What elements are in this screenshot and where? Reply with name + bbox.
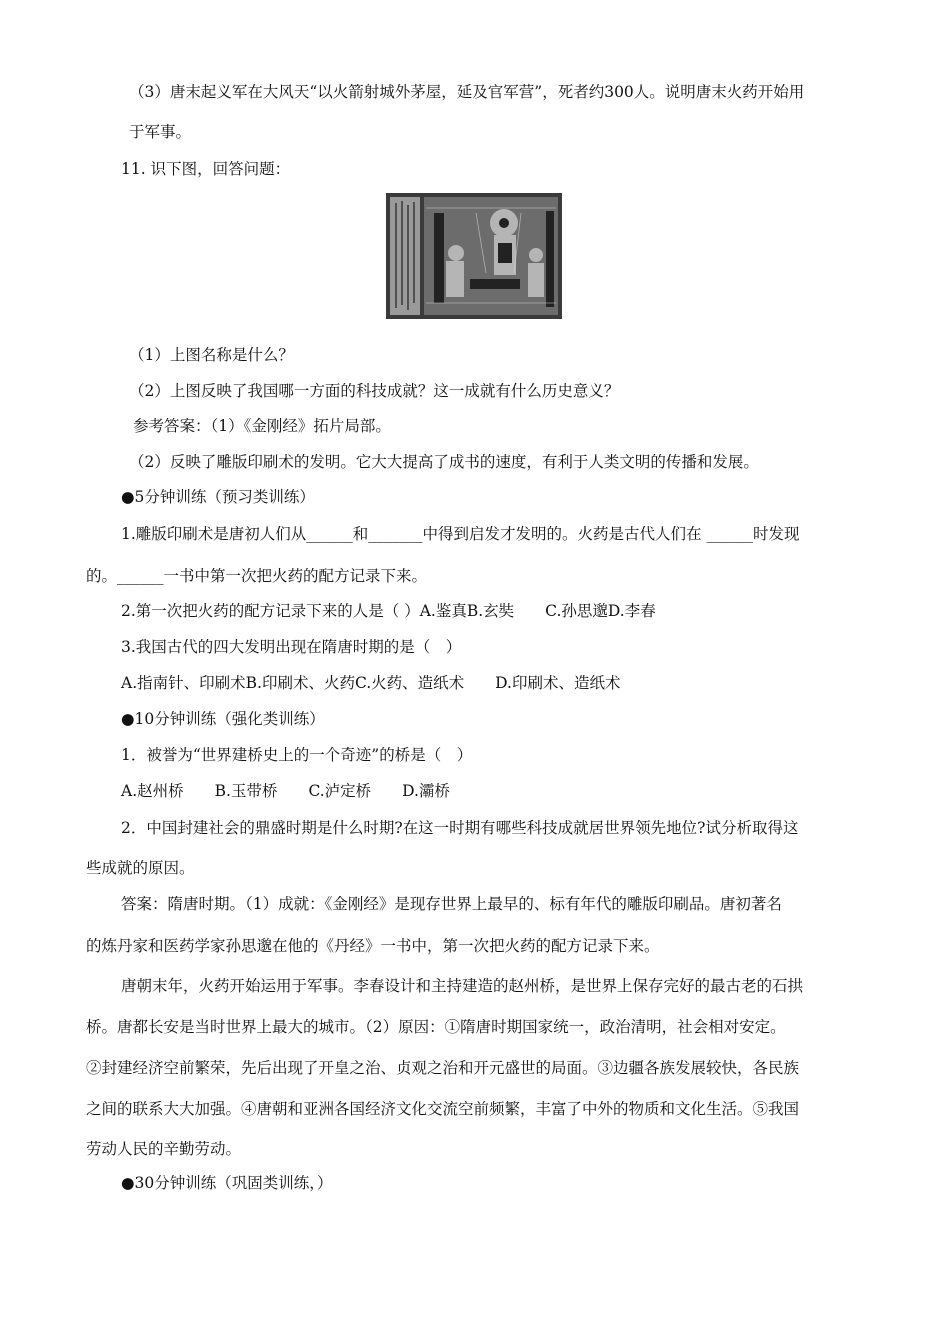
section-heading: ●5分钟训练（预习类训练） xyxy=(121,488,315,506)
question-item: 2．中国封建社会的鼎盛时期是什么时期?在这一时期有哪些科技成就居世界领先地位?试分析取得这 xyxy=(121,819,799,837)
question-options: A.指南针、印刷术B.印刷术、火药C.火药、造纸术 D.印刷术、造纸术 xyxy=(121,674,621,692)
question-heading: 11. 识下图，回答问题： xyxy=(121,160,291,178)
answer-line: 答案：隋唐时期。（1）成就：《金刚经》是现存世界上最早的、标有年代的雕版印刷品。唐初著名 xyxy=(121,895,782,913)
paragraph-line: （3）唐末起义军在大风天“以火箭射城外茅屋，延及官军营”，死者约300人。说明唐末火药开始用 xyxy=(129,83,805,101)
answer-line: 桥。唐都长安是当时世界上最大的城市。（2）原因：①隋唐时期国家统一，政治清明，社会相对安定。 xyxy=(86,1018,786,1036)
answer-line: 唐朝末年，火药开始运用于军事。李春设计和主持建造的赵州桥，是世界上保存完好的最古老的石拱 xyxy=(121,977,804,995)
answer-line: 之间的联系大大加强。④唐朝和亚洲各国经济文化交流空前频繁，丰富了中外的物质和文化生活。⑤我国 xyxy=(86,1100,800,1118)
question-item: 1．被誉为“世界建桥史上的一个奇迹”的桥是（ ） xyxy=(121,746,473,764)
question-item: 2.第一次把火药的配方记录下来的人是（ ）A.鉴真B.玄奘 C.孙思邈D.李春 xyxy=(121,602,656,620)
question-options: A.赵州桥 B.玉带桥 C.泸定桥 D.灞桥 xyxy=(121,782,450,800)
answer-line: 参考答案：（1）《金刚经》拓片局部。 xyxy=(133,417,391,435)
question-item: （1）上图名称是什么？ xyxy=(129,346,294,364)
question-item: 3.我国古代的四大发明出现在隋唐时期的是（ ） xyxy=(121,638,462,656)
section-heading: ●10分钟训练（强化类训练） xyxy=(121,710,325,728)
question-item: 1.雕版印刷术是唐初人们从______和_______中得到启发才发明的。火药是古代人们在 ______时发现 xyxy=(121,525,800,543)
section-heading: ●30分钟训练（巩固类训练，） xyxy=(121,1174,333,1192)
answer-line: ②封建经济空前繁荣，先后出现了开皇之治、贞观之治和开元盛世的局面。③边疆各族发展较快，各民族 xyxy=(86,1059,800,1077)
question-item: 的。______一书中第一次把火药的配方记录下来。 xyxy=(86,567,428,585)
answer-line: 劳动人民的辛勤劳动。 xyxy=(86,1140,242,1158)
question-item: 些成就的原因。 xyxy=(86,859,195,877)
diamond-sutra-rubbing-image xyxy=(386,193,562,319)
paragraph-line: 于军事。 xyxy=(129,123,192,141)
answer-line: （2）反映了雕版印刷术的发明。它大大提高了成书的速度，有利于人类文明的传播和发展。 xyxy=(129,453,759,471)
answer-line: 的炼丹家和医药学家孙思邈在他的《丹经》一书中，第一次把火药的配方记录下来。 xyxy=(86,937,660,955)
question-item: （2）上图反映了我国哪一方面的科技成就？这一成就有什么历史意义？ xyxy=(129,382,620,400)
